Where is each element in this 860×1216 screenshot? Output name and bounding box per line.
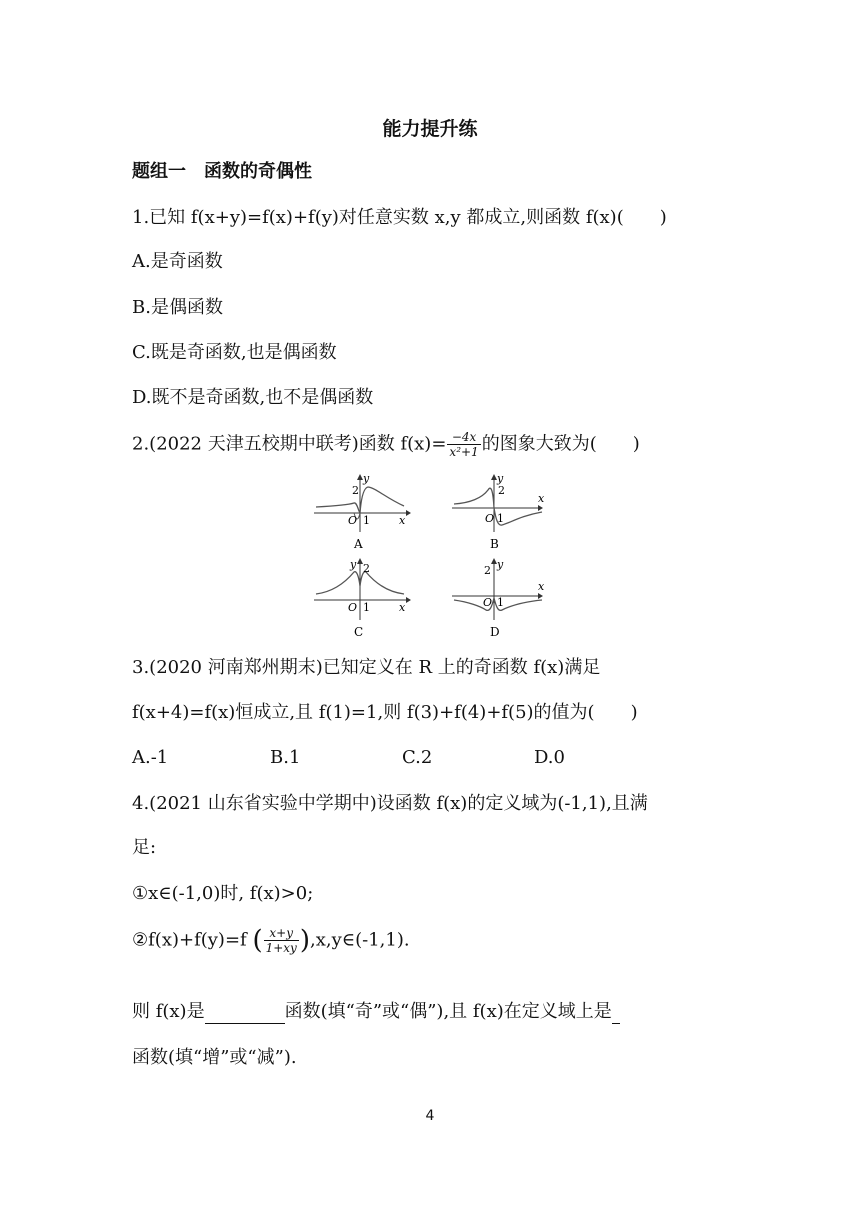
- q1-option-c: C.既是奇函数,也是偶函数: [132, 342, 337, 363]
- graph-b-origin: O: [485, 512, 495, 525]
- graph-b-x-label: x: [538, 492, 545, 505]
- q4-condition-2: [132, 926, 410, 955]
- q2-stem: [132, 430, 640, 459]
- q4-frac-denominator: 1+xy: [265, 941, 297, 955]
- q4-ans-text-a: 则 f(x)是: [132, 1001, 205, 1022]
- q2-frac-numerator: −4x: [447, 430, 480, 445]
- q1-option-a: A.是奇函数: [132, 251, 223, 272]
- q4-answer-line-1: [132, 1000, 620, 1024]
- graph-c-tick-y: 2: [363, 562, 370, 575]
- graph-a-label: A: [354, 537, 363, 551]
- graph-d-y-label: y: [497, 558, 504, 571]
- graph-d-tick-y: 2: [484, 564, 491, 577]
- graph-b-tick-y: 2: [498, 484, 505, 497]
- graph-d-x-label: x: [538, 580, 545, 593]
- q3-line-1: 3.(2020 河南郑州期末)已知定义在 R 上的奇函数 f(x)满足: [132, 657, 601, 678]
- page-title: 能力提升练: [382, 118, 478, 140]
- q4-blank-1[interactable]: [205, 1005, 285, 1024]
- graph-b-tick-x: 1: [497, 512, 504, 525]
- graph-b: [452, 472, 545, 551]
- graph-b-y-label: y: [497, 472, 504, 485]
- q4-answer-line-2: 函数(填“增”或“减”).: [132, 1047, 297, 1068]
- q4-cond2-suffix: ,x,y∈(-1,1).: [310, 929, 410, 951]
- q2-fraction: [447, 430, 480, 459]
- page-number: 4: [425, 1108, 435, 1124]
- q2-suffix: 的图象大致为( ): [481, 433, 640, 455]
- q1-stem: 1.已知 f(x+y)=f(x)+f(y)对任意实数 x,y 都成立,则函数 f(x)( ): [132, 207, 667, 228]
- graph-c-label: C: [354, 625, 364, 639]
- q2-frac-denominator: x²+1: [449, 445, 479, 459]
- graph-d: [452, 558, 545, 639]
- q4-blank-2[interactable]: [612, 1005, 620, 1024]
- q4-line-2: 足:: [132, 837, 157, 858]
- graph-c-tick-x: 1: [363, 601, 370, 614]
- q3-option-d: D.0: [534, 747, 565, 768]
- q4-condition-1: ①x∈(-1,0)时, f(x)>0;: [132, 883, 314, 904]
- q2-prefix: 2.(2022 天津五校期中联考)函数 f(x)=: [132, 433, 447, 455]
- q4-line-1: 4.(2021 山东省实验中学期中)设函数 f(x)的定义域为(-1,1),且满: [132, 793, 648, 814]
- q3-option-a: A.-1: [132, 747, 169, 768]
- q3-option-b: B.1: [270, 747, 301, 768]
- section-heading: 题组一 函数的奇偶性: [132, 161, 312, 182]
- graph-b-label: B: [490, 537, 499, 551]
- q1-option-d: D.既不是奇函数,也不是偶函数: [132, 387, 374, 408]
- graph-c-origin: O: [348, 601, 358, 614]
- graph-c-x-label: x: [399, 601, 406, 614]
- q2-graph-figure: [300, 470, 560, 640]
- q4-frac-numerator: x+y: [264, 926, 299, 941]
- graph-a-tick-y: 2: [352, 484, 359, 497]
- graph-a-y-label: y: [363, 472, 370, 485]
- graph-d-tick-x: 1: [497, 596, 504, 609]
- q4-cond2-prefix: ②f(x)+f(y)=f: [132, 929, 247, 951]
- graph-a-x-label: x: [399, 514, 406, 527]
- q4-left-paren: (: [252, 925, 263, 956]
- graph-c: [314, 558, 411, 639]
- q4-right-paren: ): [299, 925, 310, 956]
- q4-ans-text-b: 函数(填“奇”或“偶”),且 f(x)在定义域上是: [284, 1001, 612, 1022]
- graph-a-origin: O: [348, 514, 358, 527]
- graph-d-label: D: [490, 625, 500, 639]
- q3-option-c: C.2: [402, 747, 433, 768]
- graph-d-origin: O: [483, 596, 493, 609]
- q3-line-2: f(x+4)=f(x)恒成立,且 f(1)=1,则 f(3)+f(4)+f(5)的值为( ): [132, 702, 638, 723]
- graph-a-tick-x: 1: [363, 514, 370, 527]
- q1-option-b: B.是偶函数: [132, 297, 223, 318]
- graph-c-y-label: y: [350, 558, 357, 571]
- q4-fraction: [264, 926, 299, 955]
- graph-a: [314, 472, 411, 551]
